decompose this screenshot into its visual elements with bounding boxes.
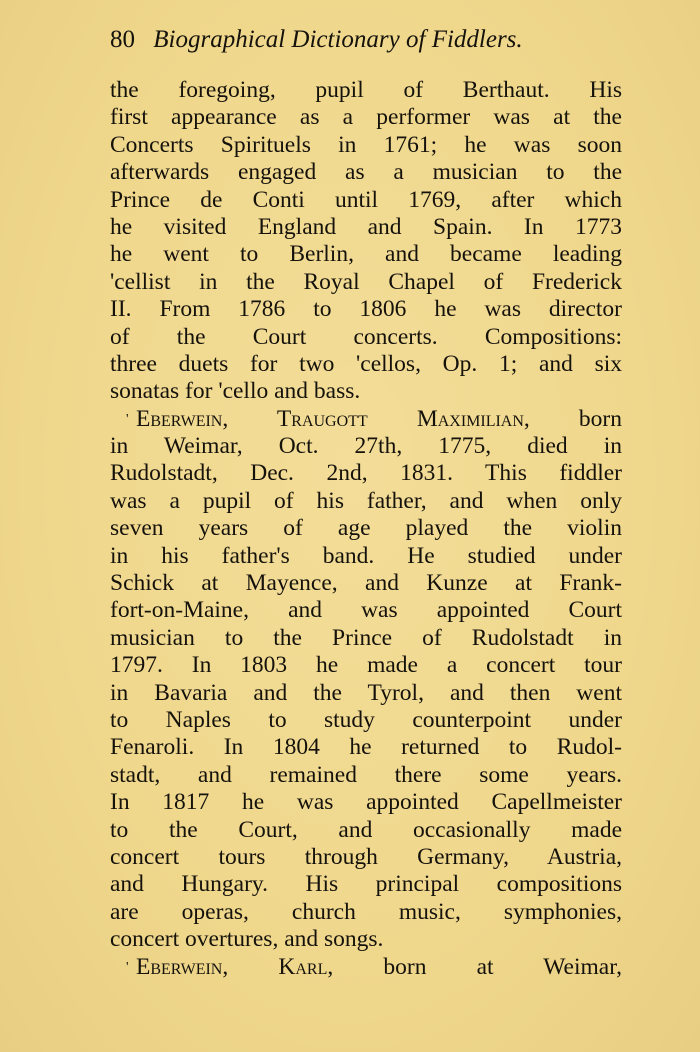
text-line: II. From 1786 to 1806 he was director	[110, 296, 622, 323]
entry-heading-line	[110, 406, 622, 433]
text-line: seven years of age played the violin	[110, 515, 622, 542]
text-line: he went to Berlin, and became leading	[110, 241, 622, 268]
text-line: in his father's band. He studied under	[110, 542, 622, 569]
text-line: Prince de Conti until 1769, after which	[110, 186, 622, 213]
margin-mark: '	[126, 411, 129, 427]
text-line: Schick at Mayence, and Kunze at Frank-	[110, 570, 622, 597]
entry-eberwein-traugott	[110, 406, 622, 954]
book-page	[110, 20, 622, 981]
entry-name: Eberwein, Traugott Maximilian,	[136, 405, 530, 432]
entry-heading-rest: born at Weimar,	[333, 953, 622, 980]
text-line: in Bavaria and the Tyrol, and then went	[110, 679, 622, 706]
text-line: 'cellist in the Royal Chapel of Frederick	[110, 268, 622, 295]
body-text	[110, 77, 622, 981]
text-line: afterwards engaged as a musician to the	[110, 159, 622, 186]
text-line: to Naples to study counterpoint under	[110, 706, 622, 733]
text-line: three duets for two 'cellos, Op. 1; and six	[110, 350, 622, 377]
text-line: sonatas for 'cello and bass.	[110, 378, 361, 405]
margin-mark: '	[126, 959, 129, 975]
text-line: first appearance as a performer was at the	[110, 104, 622, 131]
text-line: concert overtures, and songs.	[110, 926, 384, 953]
entry-heading-line	[110, 954, 622, 981]
text-line: are operas, church music, symphonies,	[110, 898, 622, 925]
running-head	[110, 20, 622, 60]
text-line: 1797. In 1803 he made a concert tour	[110, 652, 622, 679]
entry-name: Eberwein, Karl,	[136, 953, 334, 980]
entry-eberwein-karl	[110, 954, 622, 981]
text-line: In 1817 he was appointed Capellmeister	[110, 789, 622, 816]
entry-heading-rest: born	[529, 405, 622, 432]
text-line: in Weimar, Oct. 27th, 1775, died in	[110, 433, 622, 460]
text-line: concert tours through Germany, Austria,	[110, 843, 622, 870]
page-number: 80	[110, 26, 135, 53]
text-line: stadt, and remained there some years.	[110, 761, 622, 788]
text-line: Fenaroli. In 1804 he returned to Rudol-	[110, 734, 622, 761]
paragraph-continuation	[110, 77, 622, 406]
text-line: Concerts Spirituels in 1761; he was soon	[110, 131, 622, 158]
text-line: he visited England and Spain. In 1773	[110, 213, 622, 240]
text-line: fort-on-Maine, and was appointed Court	[110, 597, 622, 624]
text-line: and Hungary. His principal compositions	[110, 871, 622, 898]
text-line: was a pupil of his father, and when only	[110, 487, 622, 514]
text-line: of the Court concerts. Compositions:	[110, 323, 622, 350]
running-title: Biographical Dictionary of Fiddlers.	[153, 26, 523, 53]
text-line: the foregoing, pupil of Berthaut. His	[110, 77, 622, 103]
text-line: musician to the Prince of Rudolstadt in	[110, 624, 622, 651]
text-line: Rudolstadt, Dec. 2nd, 1831. This fiddler	[110, 460, 622, 487]
text-line: to the Court, and occasionally made	[110, 816, 622, 843]
